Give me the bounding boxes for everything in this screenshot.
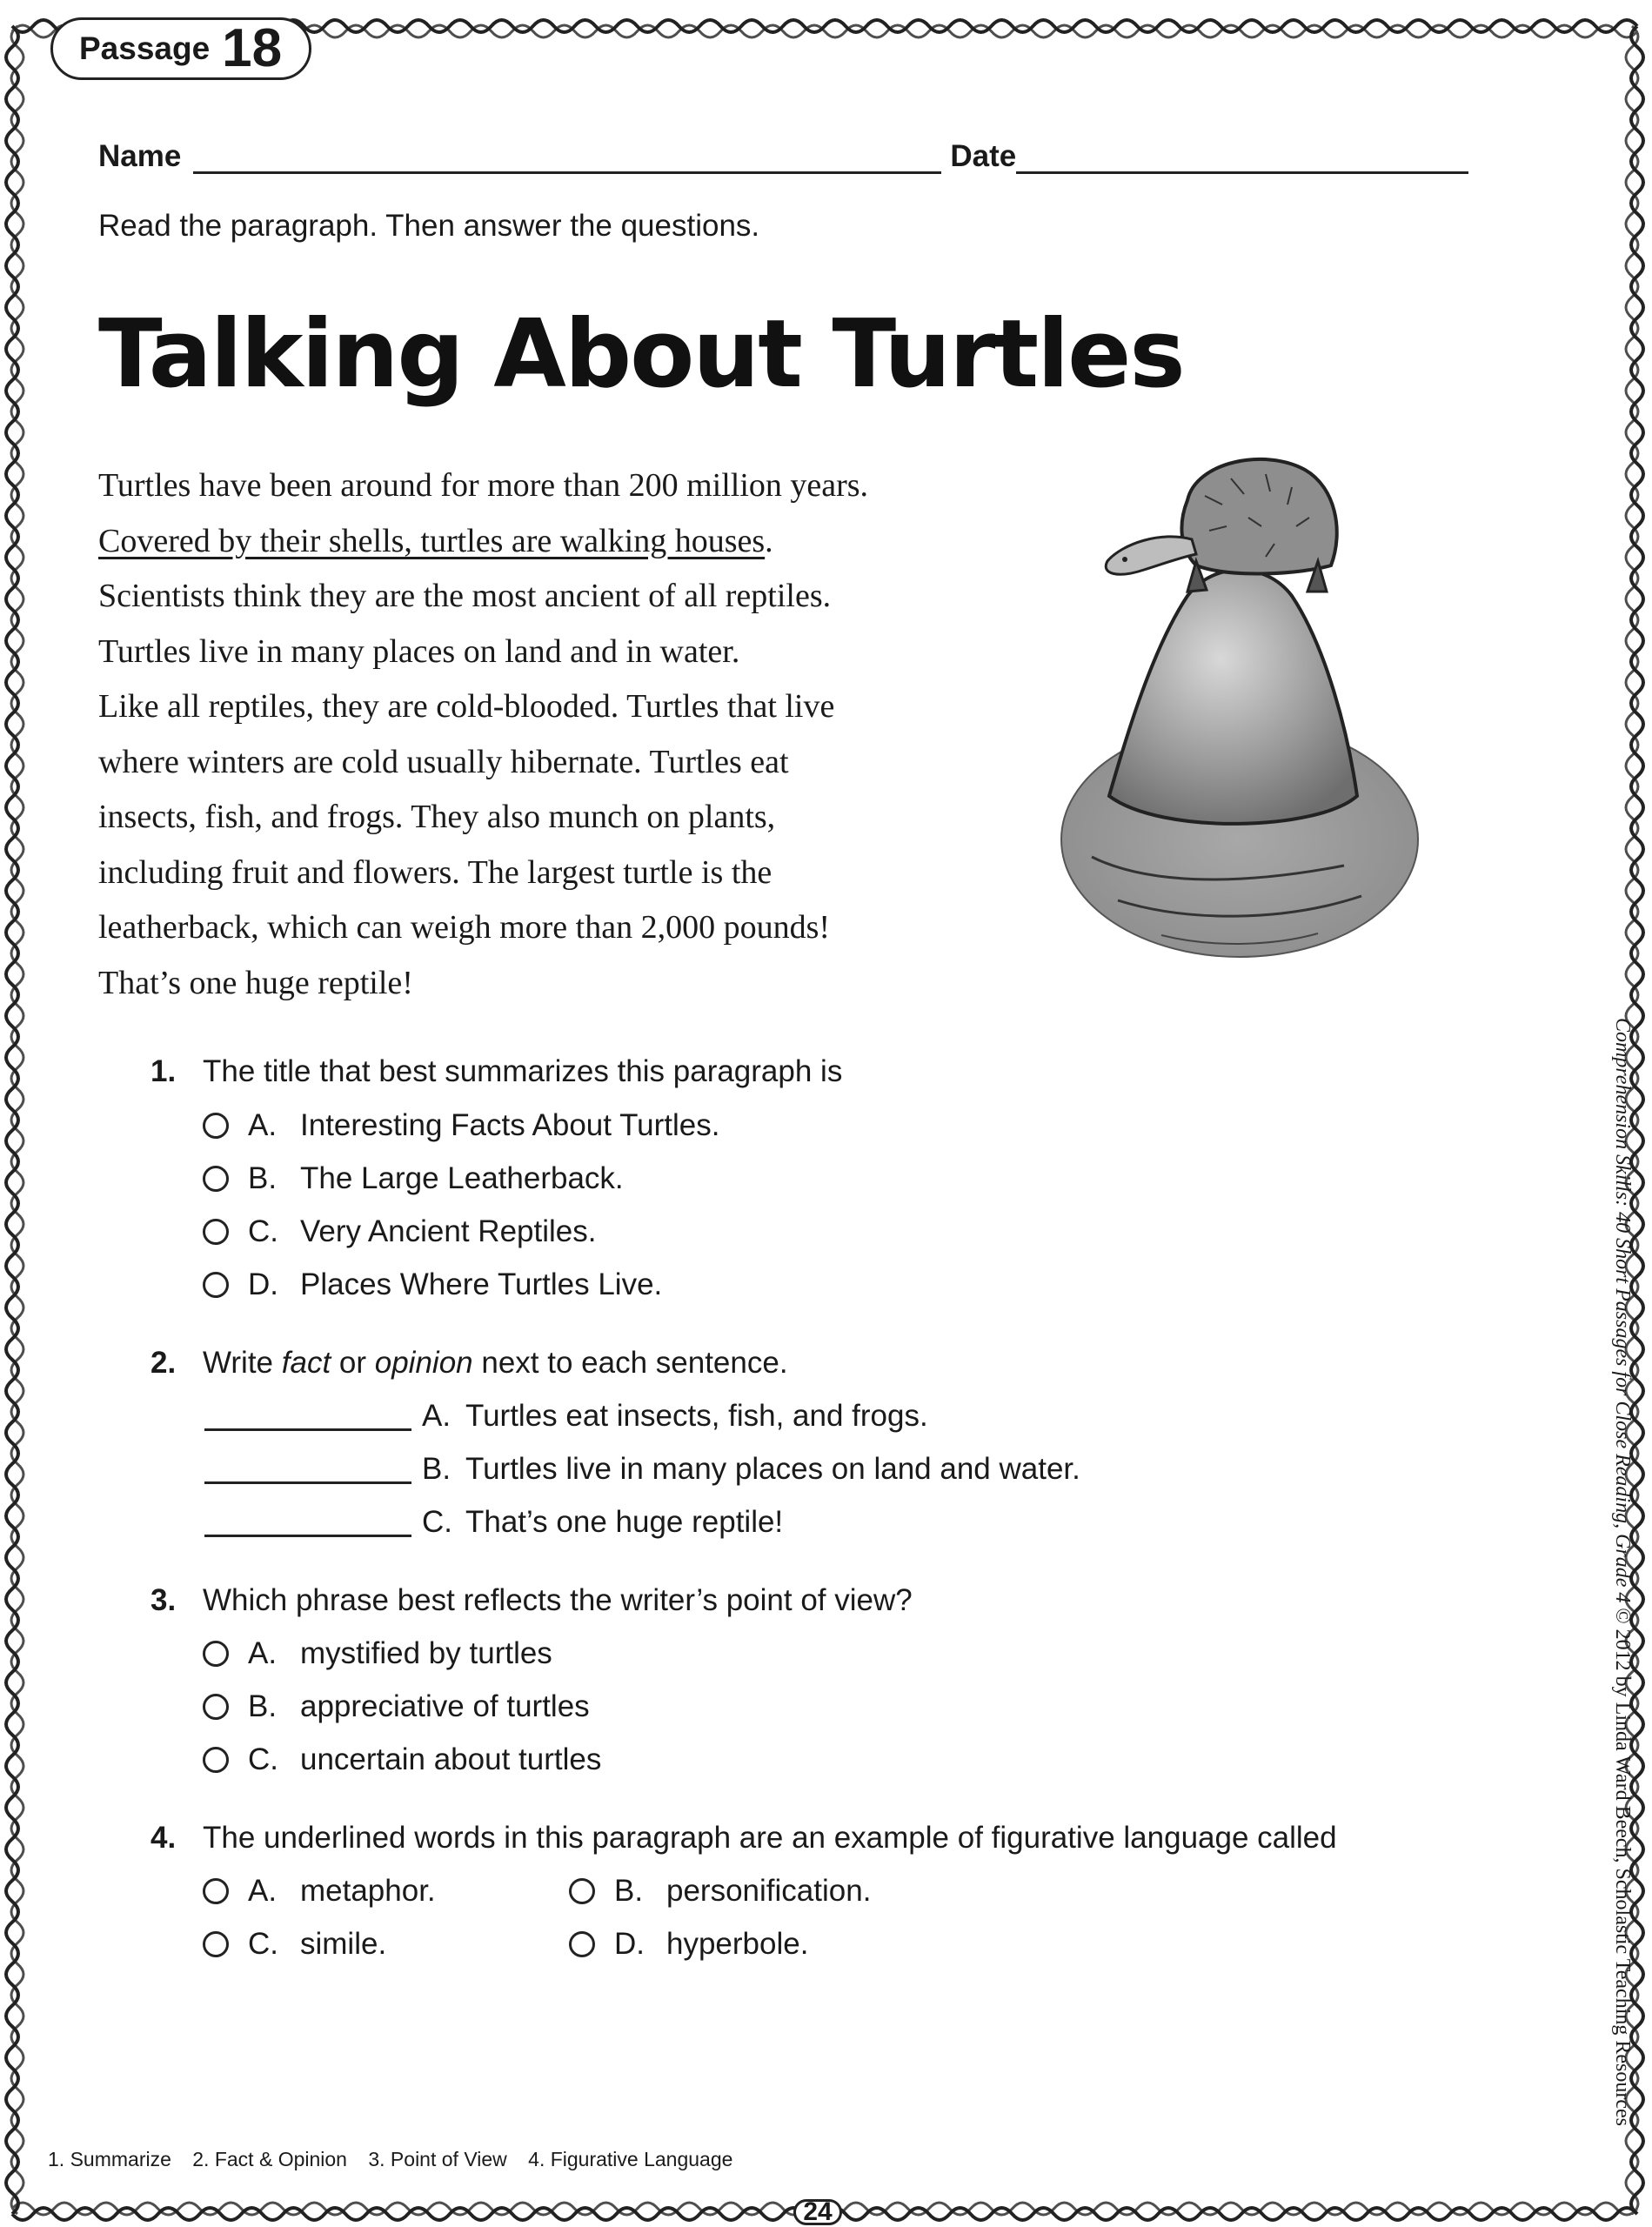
option-letter: C. [248, 1742, 278, 1776]
radio-circle[interactable] [203, 1166, 229, 1192]
option-letter: D. [614, 1927, 645, 1961]
option-text: appreciative of turtles [300, 1689, 590, 1723]
item-text: That’s one huge reptile! [465, 1505, 784, 1539]
option-text: uncertain about turtles [300, 1742, 602, 1776]
question-number: 4. [150, 1821, 177, 1855]
passage-line: including fruit and flowers. The largest turtle is the [98, 853, 772, 891]
credit-title: Comprehension Skills: 40 Short Passages for Close Reading, Grade 4 [1611, 1018, 1634, 1603]
instructions: Read the paragraph. Then answer the questions. [98, 209, 760, 243]
underlined-phrase: Covered by their shells, turtles are walking houses [98, 522, 766, 559]
question-text-opinion: opinion [374, 1346, 473, 1380]
q3-option-b[interactable] [203, 1689, 590, 1724]
passage-line: Turtles live in many places on land and in water. [98, 632, 740, 670]
passage-tab [50, 17, 311, 80]
option-letter: B. [248, 1161, 278, 1195]
option-text: simile. [300, 1927, 387, 1961]
radio-circle[interactable] [203, 1219, 229, 1245]
question-number: 1. [150, 1054, 177, 1088]
option-text: metaphor. [300, 1874, 436, 1908]
radio-circle[interactable] [203, 1113, 229, 1139]
item-letter: A. [422, 1399, 451, 1433]
question-text: Which phrase best reflects the writer’s point of view? [203, 1583, 913, 1617]
item-letter: B. [422, 1452, 451, 1486]
passage-number: 18 [222, 18, 283, 78]
q2-item-b [204, 1452, 1080, 1487]
question-text: next to each sentence. [472, 1346, 788, 1380]
question-text: Write [203, 1346, 282, 1380]
passage-line: Like all reptiles, they are cold-blooded. Turtles that live [98, 688, 835, 725]
name-date-row [98, 130, 1486, 174]
radio-circle[interactable] [203, 1641, 229, 1667]
passage-label: Passage [79, 30, 211, 66]
option-text: Very Ancient Reptiles. [300, 1214, 597, 1248]
option-text: Places Where Turtles Live. [300, 1267, 663, 1301]
passage-line: where winters are cold usually hibernate. Turtles eat [98, 743, 789, 780]
answer-blank[interactable] [204, 1402, 411, 1431]
question-text: The underlined words in this paragraph are an example of figurative language called [203, 1821, 1337, 1855]
q3-option-c[interactable] [203, 1742, 601, 1777]
q1-option-c[interactable] [203, 1214, 596, 1249]
passage-line-underlined [98, 514, 1055, 570]
question-number: 2. [150, 1346, 177, 1380]
question-4 [150, 1821, 1337, 1856]
question-3 [150, 1583, 913, 1618]
question-text-fact: fact [281, 1346, 331, 1380]
question-2 [150, 1346, 788, 1381]
question-1 [150, 1054, 842, 1089]
radio-circle[interactable] [203, 1878, 229, 1904]
q2-item-c [204, 1505, 783, 1540]
option-text: The Large Leatherback. [300, 1161, 624, 1195]
radio-circle[interactable] [203, 1747, 229, 1773]
passage-line: insects, fish, and frogs. They also munch on plants, [98, 799, 776, 835]
q1-option-b[interactable] [203, 1161, 624, 1196]
q1-option-a[interactable] [203, 1108, 719, 1143]
question-text: or [331, 1346, 375, 1380]
credit-text: © 2012 by Linda Ward Beech, Scholastic Teaching Resources [1611, 1602, 1634, 2127]
page-number: 24 [793, 2199, 842, 2225]
radio-circle[interactable] [203, 1694, 229, 1720]
option-letter: B. [248, 1689, 278, 1723]
passage-text [98, 458, 1055, 1011]
option-letter: B. [614, 1874, 644, 1908]
page-title: Talking About Turtles [98, 300, 1184, 409]
turtle-on-rock-illustration [1057, 448, 1422, 961]
question-text: The title that best summarizes this paragraph is [203, 1054, 843, 1088]
item-text: Turtles live in many places on land and water. [465, 1452, 1080, 1486]
skill-label: 1. Summarize [48, 2148, 171, 2170]
option-letter: D. [248, 1267, 278, 1301]
passage-line: That’s one huge reptile! [98, 964, 413, 1001]
copyright-credit [1610, 1018, 1634, 2184]
passage-line: Scientists think they are the most ancient of all reptiles. [98, 578, 832, 614]
q1-option-d[interactable] [203, 1267, 662, 1302]
radio-circle[interactable] [203, 1931, 229, 1957]
skill-label: 4. Figurative Language [528, 2148, 733, 2170]
option-letter: A. [248, 1874, 278, 1908]
answer-blank[interactable] [204, 1508, 411, 1537]
name-field[interactable] [193, 142, 941, 174]
date-label: Date [950, 139, 1017, 173]
skills-footer [48, 2148, 748, 2171]
option-letter: A. [248, 1636, 278, 1670]
passage-line: Turtles have been around for more than 200 million years. [98, 467, 869, 504]
q4-option-c[interactable] [203, 1927, 386, 1962]
option-text: mystified by turtles [300, 1636, 552, 1670]
q2-item-a [204, 1399, 928, 1434]
option-text: hyperbole. [666, 1927, 809, 1961]
option-letter: C. [248, 1214, 278, 1248]
radio-circle[interactable] [203, 1272, 229, 1298]
item-text: Turtles eat insects, fish, and frogs. [465, 1399, 928, 1433]
option-text: Interesting Facts About Turtles. [300, 1108, 720, 1142]
option-text: personification. [666, 1874, 872, 1908]
name-label: Name [98, 139, 182, 173]
radio-circle[interactable] [569, 1878, 595, 1904]
option-letter: A. [248, 1108, 278, 1142]
passage-line: leatherback, which can weigh more than 2,000 pounds! [98, 909, 831, 946]
q4-option-d[interactable] [569, 1927, 808, 1962]
period: . [765, 522, 773, 559]
skill-label: 3. Point of View [368, 2148, 507, 2170]
q4-option-b[interactable] [569, 1874, 871, 1909]
q3-option-a[interactable] [203, 1636, 552, 1671]
date-field[interactable] [1016, 142, 1468, 174]
q4-option-a[interactable] [203, 1874, 436, 1909]
skill-label: 2. Fact & Opinion [192, 2148, 347, 2170]
answer-blank[interactable] [204, 1455, 411, 1484]
option-letter: C. [248, 1927, 278, 1961]
item-letter: C. [422, 1505, 452, 1539]
radio-circle[interactable] [569, 1931, 595, 1957]
question-number: 3. [150, 1583, 177, 1617]
